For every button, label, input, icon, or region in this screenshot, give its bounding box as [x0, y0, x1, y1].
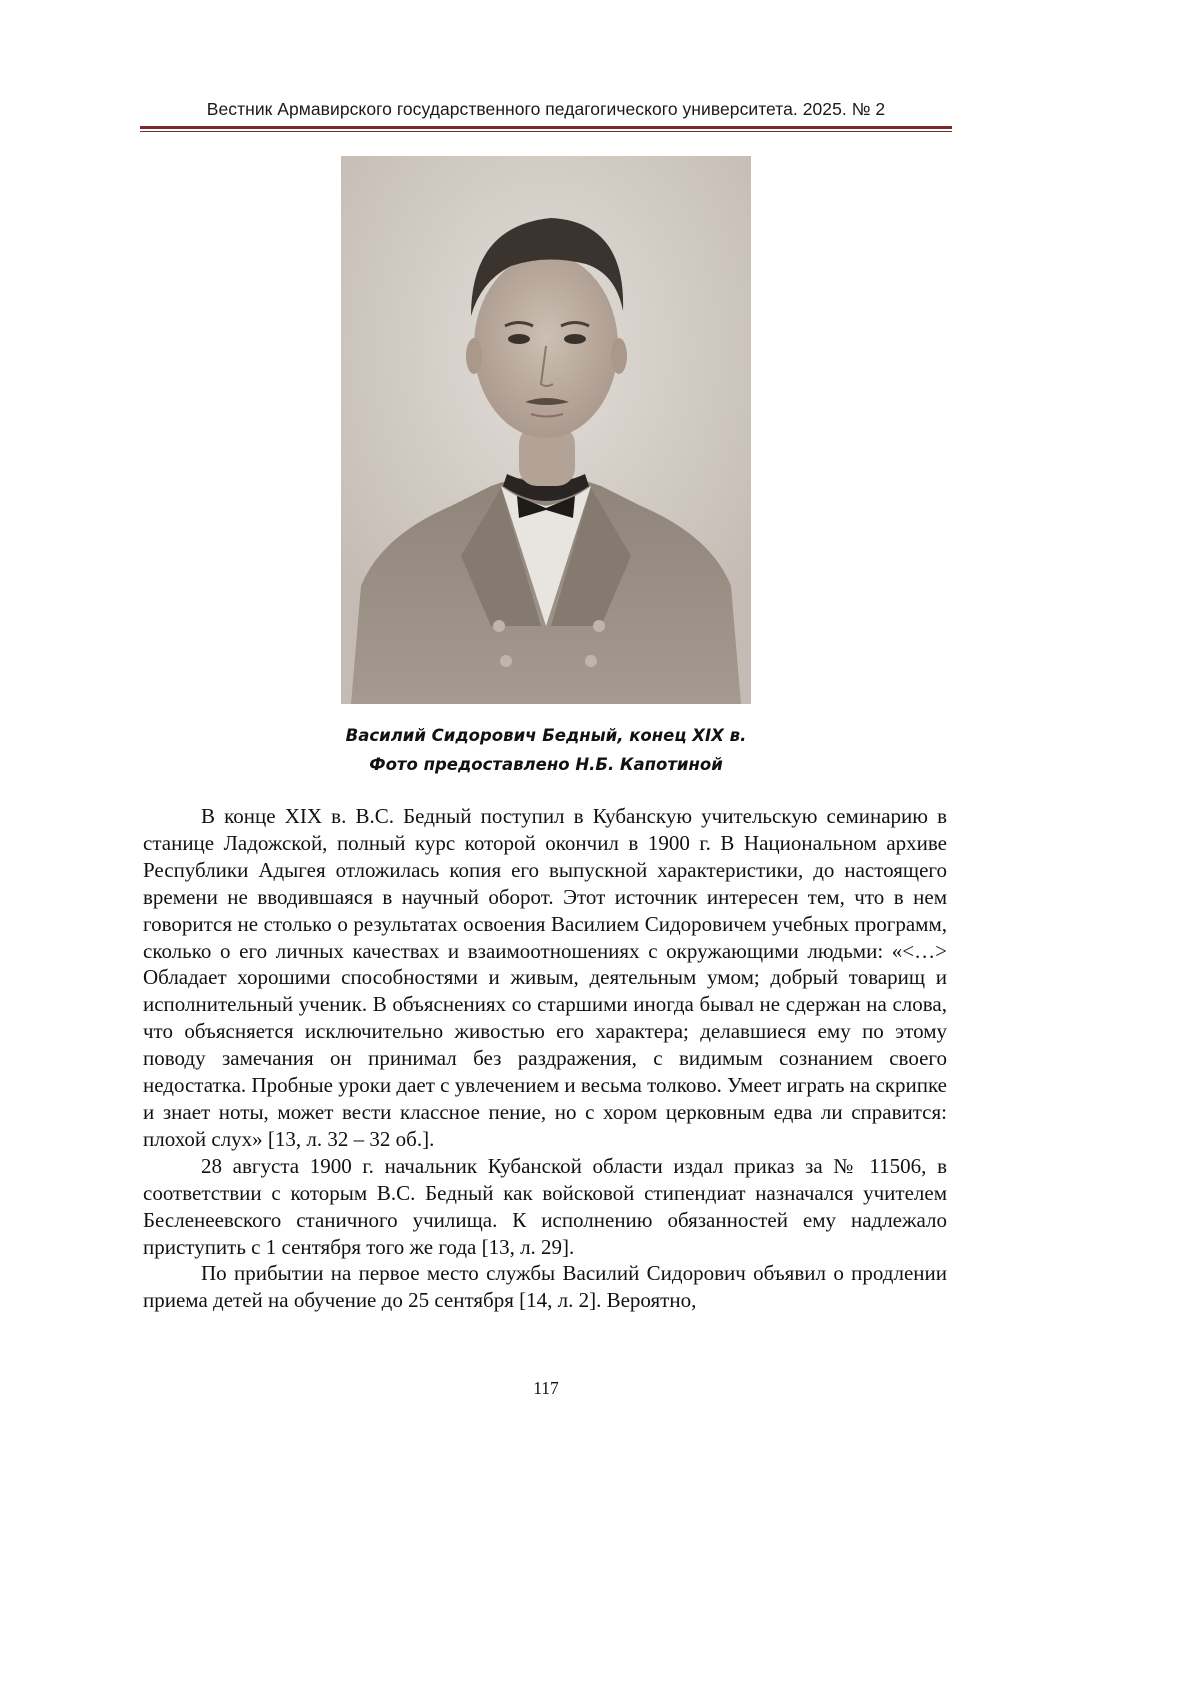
portrait-illustration [341, 156, 751, 704]
figure-caption [260, 721, 832, 779]
body-text [143, 803, 947, 1314]
header-rule [140, 126, 952, 129]
paragraph-3: По прибытии на первое место службы Василий Сидорович объявил о продлении приема детей на обучение до 25 сентября [14, л. 2]. Вероятно, [143, 1261, 947, 1313]
paragraph-2: 28 августа 1900 г. начальник Кубанской области издал приказ за № 11506, в соответствии с которым В.С. Бедный как войсковой стипендиат назначался учителем Бесленеевского станичного училища. К исполнению обязанностей ему надлежало приступить с 1 сентября того же года [13, л. 29]. [143, 1153, 947, 1259]
page-number: 117 [533, 1378, 559, 1398]
caption-line-2: Фото предоставлено Н.Б. Капотиной [369, 755, 723, 774]
caption-line-1: Василий Сидорович Бедный, конец XIX в. [345, 726, 747, 745]
running-header: Вестник Армавирского государственного педагогического университета. 2025. № 2 [206, 99, 886, 119]
portrait-photo [341, 156, 751, 704]
paragraph-1: В конце XIX в. В.С. Бедный поступил в Кубанскую учительскую семинарию в станице Ладожской, полный курс которой окончил в 1900 г. В Национальном архиве Республики Адыгея отложилась копия его выпускной характеристики, до настоящего времени не вводившаяся в научный оборот. Этот источник интересен тем, что в нем говорится не столько о результатах освоения Василием Сидоровичем учебных программ, сколько о его личных качествах и взаимоотношениях с окружающими людьми: «<…> Обладает хорошими способностями и живым, деятельным умом; добрый товарищ и исполнительный ученик. В объяснениях со старшими иногда бывал не сдержан на слова, что объясняется исключительно живостью его характера; делавшиеся ему по этому поводу замечания он принимал без раздражения, с видимым сознанием своего недостатка. Пробные уроки дает с увлечением и весьма толково. Умеет играть на скрипке и знает ноты, может вести классное пение, но с хором церковным едва ли справится: плохой слух» [13, л. 32 – 32 об.]. [143, 804, 947, 1151]
header-rule-thin [140, 131, 952, 132]
